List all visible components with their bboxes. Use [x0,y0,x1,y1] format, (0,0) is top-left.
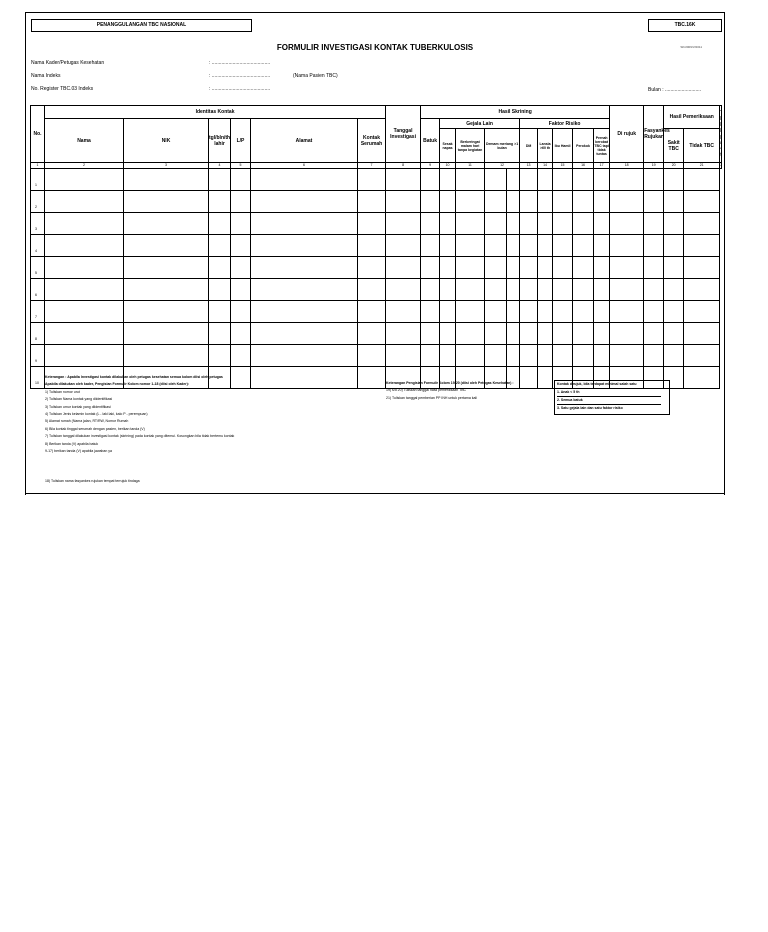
table-cell[interactable] [209,213,231,235]
table-cell[interactable] [45,257,124,279]
table-cell[interactable] [209,235,231,257]
header-batuk: Batuk [421,119,440,163]
table-cell[interactable] [507,235,520,257]
table-cell[interactable] [594,169,610,191]
table-cell[interactable] [456,235,485,257]
table-cell[interactable] [538,345,553,367]
form-code-subtext: SK/2009/V/2011 [680,45,702,49]
table-cell[interactable] [386,235,421,257]
sheet-bottom-border [25,493,725,494]
table-cell[interactable] [664,279,684,301]
table-cell[interactable] [573,279,594,301]
table-cell[interactable] [594,323,610,345]
table-cell[interactable] [231,191,251,213]
table-cell[interactable] [45,191,124,213]
table-cell[interactable] [358,279,386,301]
header-fasyankes: Fasyankes Rujukan [644,106,664,163]
table-cell[interactable] [538,301,553,323]
table-cell[interactable] [553,279,573,301]
table-cell[interactable] [644,191,664,213]
header-identitas-kontak: Identitas Kontak [45,106,386,119]
indeks-label: Nama Indeks [31,73,61,79]
table-cell[interactable] [421,279,440,301]
table-cell[interactable] [124,213,209,235]
form-title: FORMULIR INVESTIGASI KONTAK TUBERKULOSIS [276,43,474,52]
table-cell[interactable] [45,323,124,345]
column-number: 3 [124,163,209,169]
table-cell[interactable] [507,257,520,279]
table-cell[interactable] [644,279,664,301]
table-cell[interactable] [520,169,538,191]
note-line: 1) Tuliskan nomor urut [45,389,80,394]
column-number: 16 [573,163,594,169]
row-number: 9 [31,345,45,367]
header-alamat: Alamat [251,119,358,163]
header-no: No. [31,106,45,163]
note-line: 3. Satu gejala lain dan satu faktor risiko [557,406,623,410]
note-line: Keterangan Pengisian Formulir Kolom 19-20 (diisi oleh Petugas Kesehatan) : [386,381,514,385]
table-cell[interactable] [485,345,507,367]
table-cell[interactable] [644,345,664,367]
column-number: 18 [610,163,644,169]
table-cell[interactable] [421,301,440,323]
note-line: 19) s/d 20) Tuliskan tanggal hasil pemeriksaan TBC [386,388,467,393]
table-cell[interactable] [485,279,507,301]
table-cell[interactable] [553,191,573,213]
note-line: 2) Tuliskan Nama kontak yang diidentifikasi [45,397,113,402]
table-cell[interactable] [251,213,358,235]
note-line: 21) Tuliskan tanggal pemberian PP INH untuk pertama kali [386,395,477,400]
note-line: Kontak dirujuk, bila terdapat minimal salah satu [557,381,661,389]
table-cell[interactable] [456,323,485,345]
table-cell[interactable] [684,191,720,213]
column-number: 4 [209,163,231,169]
column-number: 11 [456,163,485,169]
table-cell[interactable] [251,235,358,257]
table-cell[interactable] [664,169,684,191]
register-label: No. Register TBC.03 Indeks [31,86,94,92]
table-cell[interactable] [507,191,520,213]
column-number: 2 [45,163,124,169]
table-cell[interactable] [209,323,231,345]
table-cell[interactable] [520,257,538,279]
table-cell[interactable] [610,191,644,213]
table-cell[interactable] [358,301,386,323]
table-cell[interactable] [684,345,720,367]
table-cell[interactable] [421,213,440,235]
table-cell[interactable] [124,301,209,323]
referral-criteria-box [554,380,670,415]
table-cell[interactable] [538,257,553,279]
table-cell[interactable] [421,345,440,367]
column-number: 1 [31,163,45,169]
table-cell[interactable] [421,257,440,279]
table-cell[interactable] [684,323,720,345]
table-cell[interactable] [507,323,520,345]
table-cell[interactable] [664,235,684,257]
table-cell[interactable] [553,169,573,191]
table-cell[interactable] [358,213,386,235]
table-row [31,301,722,323]
table-cell[interactable] [573,235,594,257]
table-cell[interactable] [386,257,421,279]
header-lansia: Lansia >60 th [538,129,553,163]
column-number: 21 [684,163,720,169]
table-cell[interactable] [485,169,507,191]
table-cell[interactable] [553,213,573,235]
table-cell[interactable] [485,213,507,235]
table-cell[interactable] [456,257,485,279]
table-cell[interactable] [594,235,610,257]
table-cell[interactable] [485,301,507,323]
table-cell[interactable] [520,323,538,345]
table-cell[interactable] [251,323,358,345]
header-kontak-serumah: Kontak Serumah [358,119,386,163]
table-cell[interactable] [358,257,386,279]
table-cell[interactable] [440,279,456,301]
note-line: 1. Anak < 5 th [557,389,661,397]
table-cell[interactable] [520,191,538,213]
table-row [31,345,722,367]
table-cell[interactable] [644,323,664,345]
table-cell[interactable] [594,213,610,235]
table-cell[interactable] [209,279,231,301]
note-18: 18) Tuliskan nama fasyankes rujukan tempat terrujuk tindaga [45,479,140,483]
header-dm: DM [520,129,538,163]
table-cell[interactable] [573,345,594,367]
table-cell[interactable] [664,191,684,213]
header-tgl-pp [720,106,722,163]
column-number: 5 [231,163,251,169]
note-line: Apabila dilakukan oleh kader, Pengisian Formulir Kolom nomor 1-18 (diisi oleh Kader): [45,382,189,387]
table-cell[interactable] [386,213,421,235]
table-cell[interactable] [231,235,251,257]
header-nik: NIK [124,119,209,163]
row-number: 3 [31,213,45,235]
table-cell[interactable] [421,323,440,345]
column-number: 9 [421,163,440,169]
table-cell[interactable] [231,279,251,301]
header-tgl-lahir: tgl/bln/th lahir [209,119,231,163]
table-cell[interactable] [538,235,553,257]
table-cell[interactable] [507,213,520,235]
header-demam: Demam meriang >1 bulan [485,129,520,163]
table-cell[interactable] [124,235,209,257]
table-cell[interactable] [421,235,440,257]
table-cell[interactable] [553,301,573,323]
column-number: 12 [485,163,520,169]
table-cell[interactable] [231,323,251,345]
header-ibu-hamil: Ibu Hamil [553,129,573,163]
table-cell[interactable] [124,279,209,301]
header-lp: L/P [231,119,251,163]
meta-register [31,86,631,92]
table-cell[interactable] [231,345,251,367]
table-cell[interactable] [610,213,644,235]
table-cell[interactable] [440,301,456,323]
table-cell[interactable] [684,367,720,389]
note-line: 6) Bila kontak tinggal serumah dengan pasien, berikan tanda (V) [45,426,145,431]
table-cell[interactable] [231,213,251,235]
table-cell[interactable] [440,169,456,191]
table-cell[interactable] [251,191,358,213]
table-cell[interactable] [251,279,358,301]
table-cell[interactable] [231,301,251,323]
table-cell[interactable] [573,301,594,323]
table-cell[interactable] [485,257,507,279]
table-cell[interactable] [251,301,358,323]
table-cell[interactable] [573,191,594,213]
table-row [31,235,722,257]
table-cell[interactable] [644,257,664,279]
table-cell[interactable] [538,191,553,213]
table-cell[interactable] [644,235,664,257]
header-faktor-risiko: Faktor Risiko [520,119,610,129]
meta-indeks [31,73,631,79]
table-cell[interactable] [594,279,610,301]
header-nama: Nama [45,119,124,163]
note-line: 3) Tuliskan umur kontak yang diidentifikasi [45,404,111,409]
table-cell[interactable] [610,279,644,301]
header-tidak-tbc: Tidak TBC [684,129,720,163]
table-cell[interactable] [684,213,720,235]
form-code: TBC.16K [648,19,722,32]
table-cell[interactable] [610,169,644,191]
table-cell[interactable] [386,345,421,367]
table-cell[interactable] [209,345,231,367]
table-cell[interactable] [456,279,485,301]
table-row [31,279,722,301]
column-number: 17 [594,163,610,169]
header-sakit-tbc: Sakit TBC [664,129,684,163]
table-cell[interactable] [573,169,594,191]
table-cell[interactable] [594,257,610,279]
column-number: 15 [553,163,573,169]
table-cell[interactable] [684,279,720,301]
column-number: 7 [358,163,386,169]
table-cell[interactable] [507,169,520,191]
column-number: 10 [440,163,456,169]
table-cell[interactable] [644,301,664,323]
table-cell[interactable] [251,345,358,367]
table-cell[interactable] [684,169,720,191]
table-cell[interactable] [610,257,644,279]
table-cell[interactable] [553,257,573,279]
note-line: 2. Semua batuk [557,397,661,405]
table-cell[interactable] [594,191,610,213]
bulan-label: Bulan [648,87,661,93]
header-tanggal-investigasi: Tanggal Investigasi [386,106,421,163]
row-number: 4 [31,235,45,257]
row-number: 2 [31,191,45,213]
table-cell[interactable] [421,191,440,213]
notes-left [45,374,385,455]
table-cell[interactable] [507,279,520,301]
table-cell[interactable] [485,235,507,257]
table-cell[interactable] [485,191,507,213]
table-cell[interactable] [573,213,594,235]
header-hasil-pemeriksaan: Hasil Pemeriksaan [664,106,720,129]
note-line: 8) Berikan tanda (V) apabila batuk [45,441,99,446]
table-cell[interactable] [421,169,440,191]
table-cell[interactable] [124,323,209,345]
table-cell[interactable] [573,257,594,279]
column-number: 8 [386,163,421,169]
table-cell[interactable] [456,191,485,213]
table-cell[interactable] [440,257,456,279]
table-cell[interactable] [231,257,251,279]
table-cell[interactable] [538,323,553,345]
indeks-note: (Nama Pasien TBC) [293,73,338,79]
kader-label: Nama Kader/Petugas Kesehatan [31,60,105,66]
table-cell[interactable] [520,279,538,301]
table-cell[interactable] [209,301,231,323]
table-cell[interactable] [610,301,644,323]
table-cell[interactable] [124,169,209,191]
table-cell[interactable] [456,301,485,323]
table-cell[interactable] [538,169,553,191]
column-number: 19 [644,163,664,169]
table-cell[interactable] [124,191,209,213]
table-cell[interactable] [553,345,573,367]
table-cell[interactable] [440,345,456,367]
table-cell[interactable] [358,323,386,345]
table-cell[interactable] [386,323,421,345]
table-row [31,257,722,279]
table-row [31,323,722,345]
kader-value[interactable]: : .......................................... [209,60,271,66]
table-row [31,213,722,235]
header-pernah-berobat: Pernah berobat TBC tapi tidak tuntas [594,129,610,163]
table-cell[interactable] [610,235,644,257]
table-cell[interactable] [538,279,553,301]
table-cell[interactable] [664,323,684,345]
row-number: 7 [31,301,45,323]
note-line: 7) Tuliskan tanggal dilakukan investigasi kontak (skrining) pada kontak yang ditemui. Kosongkan bila tidak bertemu kontak [45,434,235,439]
table-cell[interactable] [209,257,231,279]
table-cell[interactable] [386,191,421,213]
notes-middle [386,380,551,402]
table-cell[interactable] [440,213,456,235]
row-number: 8 [31,323,45,345]
column-number: 20 [664,163,684,169]
table-cell[interactable] [386,301,421,323]
meta-kader [31,60,631,66]
note-line: 4) Tuliskan Jenis kelamin kontak (L - laki laki, kalo P - perempuan) [45,412,148,417]
table-cell[interactable] [553,323,573,345]
table-cell[interactable] [456,169,485,191]
program-label: PENANGGULANGAN TBC NASIONAL [31,19,252,32]
table-cell[interactable] [45,345,124,367]
register-value[interactable]: : .......................................... [209,86,271,92]
column-number: 6 [251,163,358,169]
table-cell[interactable] [45,235,124,257]
table-cell[interactable] [358,345,386,367]
table-cell[interactable] [251,257,358,279]
table-cell[interactable] [251,169,358,191]
table-cell[interactable] [553,235,573,257]
table-cell[interactable] [386,279,421,301]
table-cell[interactable] [209,191,231,213]
table-cell[interactable] [507,301,520,323]
table-cell[interactable] [358,169,386,191]
table-row [31,191,722,213]
table-cell[interactable] [573,323,594,345]
indeks-value[interactable]: : .......................................... [209,73,271,79]
table-cell[interactable] [684,257,720,279]
table-cell[interactable] [45,301,124,323]
row-number: 5 [31,257,45,279]
table-cell[interactable] [456,213,485,235]
table-cell[interactable] [664,301,684,323]
table-cell[interactable] [231,169,251,191]
table-cell[interactable] [209,169,231,191]
table-cell[interactable] [124,257,209,279]
table-cell[interactable] [45,279,124,301]
column-number [720,163,722,169]
row-number: 1 [31,169,45,191]
table-cell[interactable] [684,235,720,257]
header-gejala-lain: Gejala Lain [440,119,520,129]
header-perokok: Perokok [573,129,594,163]
table-cell[interactable] [684,301,720,323]
row-number: 6 [31,279,45,301]
table-cell[interactable] [520,345,538,367]
meta-bulan [648,87,701,93]
note-line: 5) Alamat rumah (Nama jalan, RT/RW, Nomor Rumah [45,419,129,424]
table-cell[interactable] [664,213,684,235]
table-cell[interactable] [644,169,664,191]
table-cell[interactable] [507,345,520,367]
table-cell[interactable] [485,323,507,345]
column-number: 14 [538,163,553,169]
table-cell[interactable] [358,235,386,257]
table-cell[interactable] [440,191,456,213]
table-cell[interactable] [594,345,610,367]
row-number: 10 [31,367,45,389]
table-cell[interactable] [440,323,456,345]
table-cell[interactable] [440,235,456,257]
table-row [31,169,722,191]
note-line: Keterangan : Apabila Investigasi kontak dilakukan oleh petugas kesehatan semua kolom diisi oleh petugas [45,375,223,379]
table-cell[interactable] [664,257,684,279]
header-di-rujuk: Di rujuk [610,106,644,163]
table-cell[interactable] [45,169,124,191]
table-cell[interactable] [358,191,386,213]
table-cell[interactable] [610,323,644,345]
note-line: 9-17) berikan tanda (V) apabila jawaban ya [45,449,112,454]
header-sesak: Sesak napas [440,129,456,163]
table-cell[interactable] [456,345,485,367]
table-cell[interactable] [644,213,664,235]
table-cell[interactable] [664,345,684,367]
bulan-value[interactable]: : .......................... [662,87,702,93]
table-cell[interactable] [520,213,538,235]
table-cell[interactable] [386,169,421,191]
header-berkeringat: Berkeringat malam hari tanpa kegiatan [456,129,485,163]
table-cell[interactable] [45,213,124,235]
table-cell[interactable] [520,235,538,257]
table-cell[interactable] [124,345,209,367]
table-cell[interactable] [594,301,610,323]
column-number: 13 [520,163,538,169]
header-hasil-skrining: Hasil Skrining [421,106,610,119]
contact-table-main [30,105,722,389]
table-cell[interactable] [520,301,538,323]
table-cell[interactable] [610,345,644,367]
table-cell[interactable] [538,213,553,235]
